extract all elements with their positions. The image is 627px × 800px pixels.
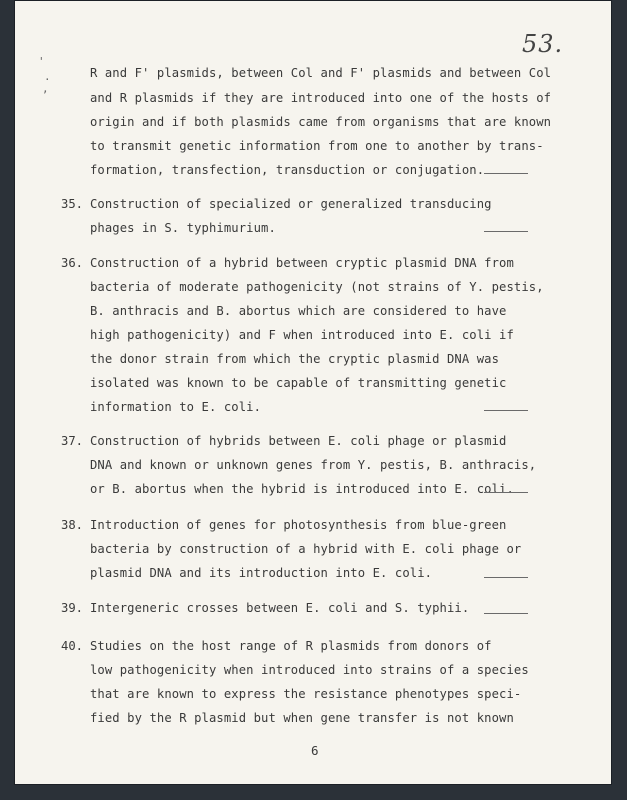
margin-mark: , [42,82,49,95]
text-line: bacteria by construction of a hybrid with E. coli phage or [90,542,522,556]
item-number: 37. [61,434,84,448]
review-blank-line [484,613,528,614]
document-page [14,0,612,785]
review-blank-line [484,231,528,232]
item-number: 38. [61,518,84,532]
text-line: origin and if both plasmids came from organisms that are known [90,115,552,129]
text-line: Introduction of genes for photosynthesis from blue-green [90,518,507,532]
text-line: fied by the R plasmid but when gene transfer is not known [90,711,514,725]
margin-mark: . [44,70,51,83]
text-line: high pathogenicity) and F when introduced into E. coli if [90,328,514,342]
text-line: the donor strain from which the cryptic plasmid DNA was [90,352,500,366]
text-line: Studies on the host range of R plasmids from donors of [90,639,492,653]
item-number: 35. [61,197,84,211]
text-line: Construction of a hybrid between cryptic plasmid DNA from [90,256,514,270]
handwritten-page-number: 53. [522,30,564,58]
text-line: information to E. coli. [90,400,262,414]
item-number: 36. [61,256,84,270]
text-line: or B. abortus when the hybrid is introduced into E. coli. [90,482,514,496]
text-line: Intergeneric crosses between E. coli and S. typhii. [90,601,470,615]
text-line: Construction of hybrids between E. coli phage or plasmid [90,434,507,448]
text-line: phages in S. typhimurium. [90,221,276,235]
text-line: low pathogenicity when introduced into strains of a species [90,663,529,677]
item-number: 39. [61,601,84,615]
text-line: bacteria of moderate pathogenicity (not strains of Y. pestis, [90,280,544,294]
text-line: formation, transfection, transduction or conjugation. [90,163,485,177]
page-number: 6 [311,743,319,758]
text-line: DNA and known or unknown genes from Y. pestis, B. anthracis, [90,458,537,472]
review-blank-line [484,577,528,578]
review-blank-line [484,173,528,174]
text-line: plasmid DNA and its introduction into E. coli. [90,566,433,580]
text-line: to transmit genetic information from one to another by trans- [90,139,544,153]
text-line: and R plasmids if they are introduced into one of the hosts of [90,91,552,105]
text-line: isolated was known to be capable of transmitting genetic [90,376,507,390]
text-line: B. anthracis and B. abortus which are considered to have [90,304,507,318]
margin-mark: ' [38,55,45,68]
text-line: Construction of specialized or generalized transducing [90,197,492,211]
review-blank-line [484,410,528,411]
item-number: 40. [61,639,84,653]
review-blank-line [484,492,528,493]
text-line: R and F' plasmids, between Col and F' plasmids and between Col [90,66,552,80]
text-line: that are known to express the resistance phenotypes speci- [90,687,522,701]
